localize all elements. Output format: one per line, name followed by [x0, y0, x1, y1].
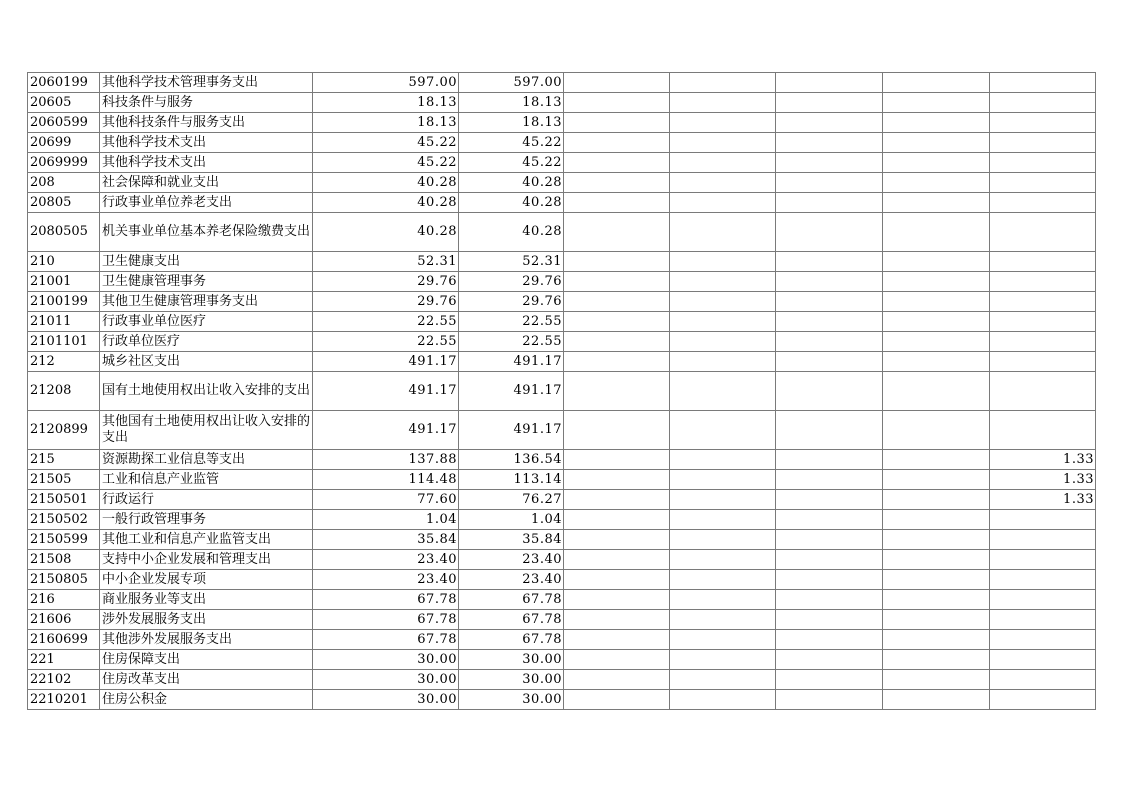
other-amount-cell — [990, 193, 1096, 213]
total-amount-cell: 45.22 — [313, 133, 459, 153]
amount-cell — [883, 530, 990, 550]
item-code-cell: 2150502 — [28, 510, 100, 530]
amount-cell — [883, 590, 990, 610]
item-code-cell: 212 — [28, 352, 100, 372]
amount-cell — [883, 113, 990, 133]
other-amount-cell — [990, 411, 1096, 450]
total-amount-cell: 30.00 — [313, 690, 459, 710]
basic-expenditure-cell: 23.40 — [459, 550, 564, 570]
item-name-cell: 卫生健康支出 — [100, 252, 313, 272]
amount-cell — [670, 292, 776, 312]
amount-cell — [883, 510, 990, 530]
other-amount-cell — [990, 292, 1096, 312]
other-amount-cell — [990, 590, 1096, 610]
amount-cell — [776, 372, 883, 411]
amount-cell — [776, 590, 883, 610]
amount-cell — [564, 133, 670, 153]
amount-cell — [564, 153, 670, 173]
amount-cell — [670, 610, 776, 630]
amount-cell — [776, 153, 883, 173]
basic-expenditure-cell: 30.00 — [459, 690, 564, 710]
amount-cell — [670, 312, 776, 332]
amount-cell — [776, 173, 883, 193]
basic-expenditure-cell: 18.13 — [459, 113, 564, 133]
other-amount-cell — [990, 213, 1096, 252]
amount-cell — [776, 610, 883, 630]
amount-cell — [564, 690, 670, 710]
other-amount-cell — [990, 630, 1096, 650]
amount-cell — [776, 352, 883, 372]
total-amount-cell: 77.60 — [313, 490, 459, 510]
total-amount-cell: 491.17 — [313, 411, 459, 450]
amount-cell — [564, 93, 670, 113]
table-row — [28, 352, 1096, 372]
total-amount-cell: 23.40 — [313, 570, 459, 590]
item-name-cell: 城乡社区支出 — [100, 352, 313, 372]
item-code-cell: 21208 — [28, 372, 100, 411]
item-code-cell: 221 — [28, 650, 100, 670]
amount-cell — [883, 670, 990, 690]
amount-cell — [564, 650, 670, 670]
other-amount-cell — [990, 690, 1096, 710]
item-name-cell: 行政单位医疗 — [100, 332, 313, 352]
amount-cell — [564, 312, 670, 332]
table-row — [28, 670, 1096, 690]
amount-cell — [670, 510, 776, 530]
amount-cell — [564, 372, 670, 411]
total-amount-cell: 29.76 — [313, 272, 459, 292]
amount-cell — [776, 550, 883, 570]
item-name-cell: 行政运行 — [100, 490, 313, 510]
amount-cell — [670, 470, 776, 490]
other-amount-cell — [990, 113, 1096, 133]
basic-expenditure-cell: 40.28 — [459, 173, 564, 193]
item-code-cell: 21505 — [28, 470, 100, 490]
other-amount-cell — [990, 670, 1096, 690]
item-code-cell: 22102 — [28, 670, 100, 690]
amount-cell — [670, 650, 776, 670]
table-row — [28, 411, 1096, 450]
table-row — [28, 292, 1096, 312]
item-code-cell: 2069999 — [28, 153, 100, 173]
amount-cell — [776, 93, 883, 113]
amount-cell — [564, 590, 670, 610]
amount-cell — [776, 292, 883, 312]
table-row — [28, 113, 1096, 133]
item-name-cell: 商业服务业等支出 — [100, 590, 313, 610]
item-code-cell: 2150501 — [28, 490, 100, 510]
item-name-cell: 卫生健康管理事务 — [100, 272, 313, 292]
item-name-cell: 住房公积金 — [100, 690, 313, 710]
basic-expenditure-cell: 491.17 — [459, 411, 564, 450]
total-amount-cell: 22.55 — [313, 332, 459, 352]
amount-cell — [883, 173, 990, 193]
item-name-cell: 其他科技条件与服务支出 — [100, 113, 313, 133]
basic-expenditure-cell: 30.00 — [459, 650, 564, 670]
amount-cell — [564, 213, 670, 252]
table-row — [28, 450, 1096, 470]
table-row — [28, 213, 1096, 252]
amount-cell — [883, 470, 990, 490]
item-name-cell: 中小企业发展专项 — [100, 570, 313, 590]
amount-cell — [883, 570, 990, 590]
item-code-cell: 21508 — [28, 550, 100, 570]
amount-cell — [776, 272, 883, 292]
amount-cell — [670, 372, 776, 411]
item-code-cell: 2101101 — [28, 332, 100, 352]
item-name-cell: 其他国有土地使用权出让收入安排的支出 — [100, 411, 313, 450]
other-amount-cell — [990, 332, 1096, 352]
total-amount-cell: 18.13 — [313, 113, 459, 133]
amount-cell — [883, 490, 990, 510]
total-amount-cell: 67.78 — [313, 610, 459, 630]
table-row — [28, 133, 1096, 153]
table-row — [28, 372, 1096, 411]
item-code-cell: 2080505 — [28, 213, 100, 252]
amount-cell — [670, 352, 776, 372]
item-code-cell: 208 — [28, 173, 100, 193]
other-amount-cell — [990, 252, 1096, 272]
table-row — [28, 193, 1096, 213]
item-name-cell: 一般行政管理事务 — [100, 510, 313, 530]
item-name-cell: 其他科学技术支出 — [100, 153, 313, 173]
basic-expenditure-cell: 45.22 — [459, 133, 564, 153]
total-amount-cell: 29.76 — [313, 292, 459, 312]
amount-cell — [564, 470, 670, 490]
basic-expenditure-cell: 22.55 — [459, 312, 564, 332]
basic-expenditure-cell: 40.28 — [459, 213, 564, 252]
amount-cell — [883, 292, 990, 312]
amount-cell — [883, 630, 990, 650]
basic-expenditure-cell: 597.00 — [459, 73, 564, 93]
amount-cell — [776, 411, 883, 450]
total-amount-cell: 137.88 — [313, 450, 459, 470]
item-code-cell: 215 — [28, 450, 100, 470]
item-code-cell: 210 — [28, 252, 100, 272]
basic-expenditure-cell: 35.84 — [459, 530, 564, 550]
table-row — [28, 550, 1096, 570]
amount-cell — [776, 470, 883, 490]
other-amount-cell — [990, 153, 1096, 173]
amount-cell — [564, 272, 670, 292]
item-code-cell: 216 — [28, 590, 100, 610]
amount-cell — [564, 73, 670, 93]
item-name-cell: 资源勘探工业信息等支出 — [100, 450, 313, 470]
total-amount-cell: 597.00 — [313, 73, 459, 93]
item-code-cell: 2150805 — [28, 570, 100, 590]
amount-cell — [564, 411, 670, 450]
total-amount-cell: 35.84 — [313, 530, 459, 550]
total-amount-cell: 40.28 — [313, 173, 459, 193]
total-amount-cell: 52.31 — [313, 252, 459, 272]
item-name-cell: 社会保障和就业支出 — [100, 173, 313, 193]
amount-cell — [670, 272, 776, 292]
table-row — [28, 173, 1096, 193]
other-amount-cell: 1.33 — [990, 470, 1096, 490]
item-code-cell: 20805 — [28, 193, 100, 213]
other-amount-cell — [990, 650, 1096, 670]
amount-cell — [564, 670, 670, 690]
basic-expenditure-cell: 491.17 — [459, 352, 564, 372]
amount-cell — [776, 312, 883, 332]
item-name-cell: 涉外发展服务支出 — [100, 610, 313, 630]
basic-expenditure-cell: 22.55 — [459, 332, 564, 352]
item-name-cell: 科技条件与服务 — [100, 93, 313, 113]
amount-cell — [564, 252, 670, 272]
item-code-cell: 20699 — [28, 133, 100, 153]
amount-cell — [670, 193, 776, 213]
amount-cell — [776, 490, 883, 510]
amount-cell — [883, 372, 990, 411]
other-amount-cell — [990, 173, 1096, 193]
amount-cell — [883, 193, 990, 213]
item-name-cell: 国有土地使用权出让收入安排的支出 — [100, 372, 313, 411]
amount-cell — [776, 133, 883, 153]
amount-cell — [670, 133, 776, 153]
amount-cell — [776, 193, 883, 213]
total-amount-cell: 114.48 — [313, 470, 459, 490]
basic-expenditure-cell: 491.17 — [459, 372, 564, 411]
item-code-cell: 2150599 — [28, 530, 100, 550]
amount-cell — [564, 570, 670, 590]
table-row — [28, 93, 1096, 113]
amount-cell — [776, 530, 883, 550]
basic-expenditure-cell: 23.40 — [459, 570, 564, 590]
amount-cell — [564, 490, 670, 510]
item-name-cell: 住房保障支出 — [100, 650, 313, 670]
amount-cell — [883, 550, 990, 570]
total-amount-cell: 67.78 — [313, 590, 459, 610]
basic-expenditure-cell: 18.13 — [459, 93, 564, 113]
amount-cell — [670, 173, 776, 193]
table-row — [28, 252, 1096, 272]
other-amount-cell — [990, 610, 1096, 630]
item-code-cell: 2210201 — [28, 690, 100, 710]
item-code-cell: 20605 — [28, 93, 100, 113]
other-amount-cell: 1.33 — [990, 450, 1096, 470]
amount-cell — [776, 630, 883, 650]
item-name-cell: 支持中小企业发展和管理支出 — [100, 550, 313, 570]
item-name-cell: 行政事业单位养老支出 — [100, 193, 313, 213]
item-name-cell: 机关事业单位基本养老保险缴费支出 — [100, 213, 313, 252]
basic-expenditure-cell: 136.54 — [459, 450, 564, 470]
item-code-cell: 21606 — [28, 610, 100, 630]
table-row — [28, 530, 1096, 550]
amount-cell — [564, 292, 670, 312]
amount-cell — [564, 630, 670, 650]
table-row — [28, 570, 1096, 590]
amount-cell — [883, 73, 990, 93]
other-amount-cell — [990, 550, 1096, 570]
amount-cell — [670, 73, 776, 93]
amount-cell — [776, 450, 883, 470]
basic-expenditure-cell: 40.28 — [459, 193, 564, 213]
total-amount-cell: 491.17 — [313, 352, 459, 372]
table-row — [28, 630, 1096, 650]
amount-cell — [883, 153, 990, 173]
amount-cell — [883, 312, 990, 332]
amount-cell — [670, 550, 776, 570]
other-amount-cell — [990, 372, 1096, 411]
amount-cell — [564, 173, 670, 193]
basic-expenditure-cell: 67.78 — [459, 590, 564, 610]
amount-cell — [564, 530, 670, 550]
amount-cell — [564, 113, 670, 133]
amount-cell — [883, 332, 990, 352]
amount-cell — [670, 113, 776, 133]
amount-cell — [670, 332, 776, 352]
total-amount-cell: 1.04 — [313, 510, 459, 530]
item-name-cell: 其他工业和信息产业监管支出 — [100, 530, 313, 550]
amount-cell — [776, 73, 883, 93]
amount-cell — [883, 450, 990, 470]
amount-cell — [883, 213, 990, 252]
item-code-cell: 21001 — [28, 272, 100, 292]
amount-cell — [776, 510, 883, 530]
total-amount-cell: 22.55 — [313, 312, 459, 332]
amount-cell — [670, 570, 776, 590]
amount-cell — [564, 332, 670, 352]
table-row — [28, 470, 1096, 490]
item-code-cell: 2120899 — [28, 411, 100, 450]
table-row — [28, 490, 1096, 510]
amount-cell — [883, 93, 990, 113]
table-row — [28, 610, 1096, 630]
other-amount-cell — [990, 352, 1096, 372]
other-amount-cell — [990, 73, 1096, 93]
other-amount-cell — [990, 312, 1096, 332]
amount-cell — [776, 690, 883, 710]
basic-expenditure-cell: 45.22 — [459, 153, 564, 173]
amount-cell — [776, 213, 883, 252]
table-row — [28, 332, 1096, 352]
table-row — [28, 312, 1096, 332]
table-row — [28, 510, 1096, 530]
basic-expenditure-cell: 76.27 — [459, 490, 564, 510]
amount-cell — [883, 411, 990, 450]
total-amount-cell: 30.00 — [313, 650, 459, 670]
amount-cell — [776, 252, 883, 272]
item-name-cell: 其他涉外发展服务支出 — [100, 630, 313, 650]
basic-expenditure-cell: 1.04 — [459, 510, 564, 530]
amount-cell — [564, 450, 670, 470]
amount-cell — [670, 490, 776, 510]
amount-cell — [776, 650, 883, 670]
item-code-cell: 2060199 — [28, 73, 100, 93]
basic-expenditure-cell: 113.14 — [459, 470, 564, 490]
other-amount-cell — [990, 93, 1096, 113]
total-amount-cell: 67.78 — [313, 630, 459, 650]
amount-cell — [670, 690, 776, 710]
item-code-cell: 2060599 — [28, 113, 100, 133]
basic-expenditure-cell: 29.76 — [459, 272, 564, 292]
table-row — [28, 590, 1096, 610]
amount-cell — [564, 510, 670, 530]
other-amount-cell — [990, 530, 1096, 550]
total-amount-cell: 40.28 — [313, 213, 459, 252]
basic-expenditure-cell: 30.00 — [459, 670, 564, 690]
total-amount-cell: 18.13 — [313, 93, 459, 113]
amount-cell — [883, 272, 990, 292]
other-amount-cell — [990, 510, 1096, 530]
other-amount-cell — [990, 272, 1096, 292]
amount-cell — [883, 133, 990, 153]
table-row — [28, 690, 1096, 710]
budget-table — [27, 72, 1096, 710]
basic-expenditure-cell: 52.31 — [459, 252, 564, 272]
basic-expenditure-cell: 67.78 — [459, 610, 564, 630]
amount-cell — [883, 252, 990, 272]
total-amount-cell: 30.00 — [313, 670, 459, 690]
table-row — [28, 272, 1096, 292]
amount-cell — [670, 252, 776, 272]
amount-cell — [670, 530, 776, 550]
amount-cell — [883, 690, 990, 710]
total-amount-cell: 40.28 — [313, 193, 459, 213]
table-row — [28, 650, 1096, 670]
other-amount-cell — [990, 570, 1096, 590]
table-body — [28, 73, 1096, 710]
amount-cell — [883, 650, 990, 670]
basic-expenditure-cell: 29.76 — [459, 292, 564, 312]
basic-expenditure-cell: 67.78 — [459, 630, 564, 650]
amount-cell — [776, 670, 883, 690]
item-name-cell: 其他科学技术管理事务支出 — [100, 73, 313, 93]
amount-cell — [883, 352, 990, 372]
amount-cell — [564, 352, 670, 372]
amount-cell — [883, 610, 990, 630]
amount-cell — [670, 670, 776, 690]
item-name-cell: 住房改革支出 — [100, 670, 313, 690]
item-name-cell: 行政事业单位医疗 — [100, 312, 313, 332]
amount-cell — [670, 411, 776, 450]
item-name-cell: 其他科学技术支出 — [100, 133, 313, 153]
total-amount-cell: 491.17 — [313, 372, 459, 411]
other-amount-cell — [990, 133, 1096, 153]
table-row — [28, 153, 1096, 173]
amount-cell — [776, 113, 883, 133]
amount-cell — [670, 93, 776, 113]
amount-cell — [564, 550, 670, 570]
item-code-cell: 21011 — [28, 312, 100, 332]
amount-cell — [670, 590, 776, 610]
amount-cell — [776, 570, 883, 590]
amount-cell — [564, 193, 670, 213]
item-code-cell: 2160699 — [28, 630, 100, 650]
amount-cell — [670, 213, 776, 252]
item-code-cell: 2100199 — [28, 292, 100, 312]
amount-cell — [564, 610, 670, 630]
total-amount-cell: 23.40 — [313, 550, 459, 570]
amount-cell — [670, 450, 776, 470]
amount-cell — [670, 630, 776, 650]
amount-cell — [670, 153, 776, 173]
total-amount-cell: 45.22 — [313, 153, 459, 173]
table-row — [28, 73, 1096, 93]
amount-cell — [776, 332, 883, 352]
other-amount-cell: 1.33 — [990, 490, 1096, 510]
item-name-cell: 工业和信息产业监管 — [100, 470, 313, 490]
item-name-cell: 其他卫生健康管理事务支出 — [100, 292, 313, 312]
